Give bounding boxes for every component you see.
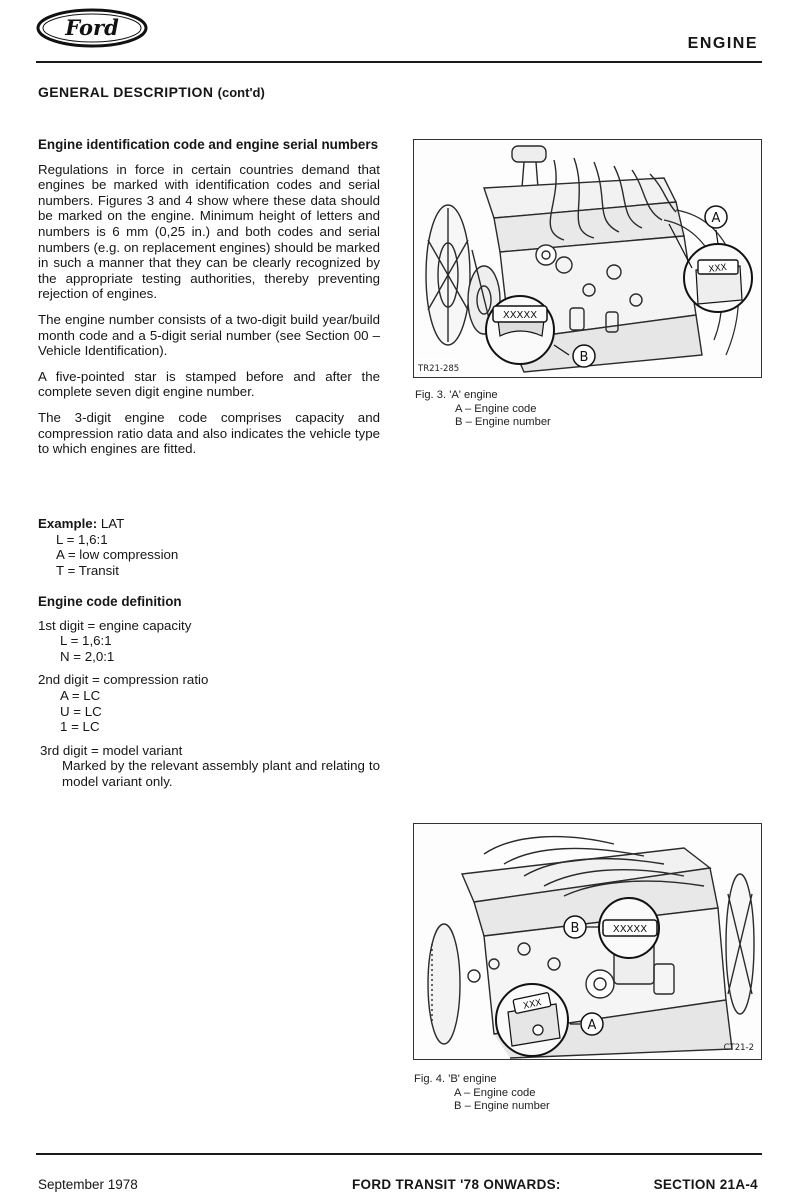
engine-number-stamp: XXXXX (612, 924, 648, 935)
page-heading (38, 84, 265, 100)
figure-3-caption-item: B – Engine number (455, 416, 551, 429)
page-heading-suffix: (cont'd) (217, 85, 265, 100)
article-heading: Engine identification code and engine serial numbers (38, 137, 379, 152)
header-rule (36, 61, 762, 63)
definition-heading: Engine code definition (38, 594, 182, 609)
section-title: ENGINE (687, 35, 758, 52)
figure-4-caption-item: B – Engine number (454, 1100, 550, 1113)
definition-group (38, 618, 380, 665)
example-block (38, 516, 380, 578)
footer-rule (36, 1153, 762, 1155)
figure-4-caption-title: Fig. 4. 'B' engine (414, 1073, 497, 1085)
example-line (38, 516, 380, 532)
callout-a-label: A (587, 1018, 597, 1033)
paragraph-regulations: Regulations in force in certain countries demand that engines be marked with identification codes and serial numbers. Figures 3 and 4 show where these data should be marked on the engine. Minimum height of letters and numbers is 6 mm (0,25 in.) and both codes and serial numbers (e.g. on replacement engines) should be marked in such a manner that they can be clearly recognized by the appropriate testing authorities, thereby preventing rejection of engines. (38, 161, 380, 302)
example-item: L = 1,6:1 (56, 531, 108, 547)
figure-3-caption (415, 389, 551, 430)
definition-line: U = LC (60, 703, 102, 719)
figure-4-ref: CT21-2 (723, 1043, 754, 1053)
example-label: Example: (38, 516, 98, 531)
definition-line: A = LC (60, 687, 101, 703)
definition-group (38, 743, 380, 790)
definition-title: 1st digit = engine capacity (38, 617, 192, 633)
ford-logo (36, 8, 148, 48)
definition-line: Marked by the relevant assembly plant and relating to model variant only. (62, 758, 380, 789)
figure-4-engine-b (413, 823, 762, 1060)
engine-b-illustration (414, 824, 761, 1059)
callout-b-label: B (570, 921, 580, 936)
definition-title: 2nd digit = compression ratio (38, 672, 209, 688)
definition-line: N = 2,0:1 (60, 648, 115, 664)
figure-3-caption-title: Fig. 3. 'A' engine (415, 389, 498, 401)
example-item: A = low compression (56, 547, 179, 563)
article-column (38, 137, 380, 457)
paragraph-engine-number: The engine number consists of a two-digit build year/build month code and a 5-digit serial number (see Section 00 – Vehicle Identification). (38, 311, 380, 359)
paragraph-engine-code: The 3-digit engine code comprises capacity and compression ratio data and also indicates the vehicle type to which engines are fitted. (38, 409, 380, 457)
definition-block (38, 594, 380, 790)
callout-a-label: A (711, 211, 721, 226)
engine-code-stamp: XXX (522, 998, 543, 1012)
ford-logo-text: Ford (65, 15, 119, 40)
figure-3-engine-a (413, 139, 762, 378)
figure-3-ref: TR21-285 (418, 364, 460, 374)
definition-line: L = 1,6:1 (60, 633, 112, 649)
footer-publication: FORD TRANSIT '78 ONWARDS: (352, 1177, 561, 1192)
example-value: LAT (100, 516, 125, 531)
paragraph-star: A five-pointed star is stamped before and after the complete seven digit engine number. (38, 368, 380, 400)
example-item: T = Transit (56, 562, 119, 578)
footer-date: September 1978 (38, 1177, 138, 1192)
figure-4-caption (414, 1073, 550, 1114)
footer-section: SECTION 21A-4 (653, 1177, 758, 1192)
definition-title: 3rd digit = model variant (40, 742, 183, 758)
definition-line: 1 = LC (60, 719, 100, 735)
figure-3-caption-item: A – Engine code (455, 402, 537, 415)
engine-a-illustration (414, 140, 761, 377)
engine-number-stamp: XXXXX (502, 310, 538, 321)
callout-b-label: B (579, 350, 589, 365)
figure-4-caption-item: A – Engine code (454, 1086, 536, 1099)
definition-group (38, 672, 380, 734)
page-heading-main: GENERAL DESCRIPTION (38, 84, 214, 100)
engine-code-stamp: XXX (707, 262, 728, 276)
